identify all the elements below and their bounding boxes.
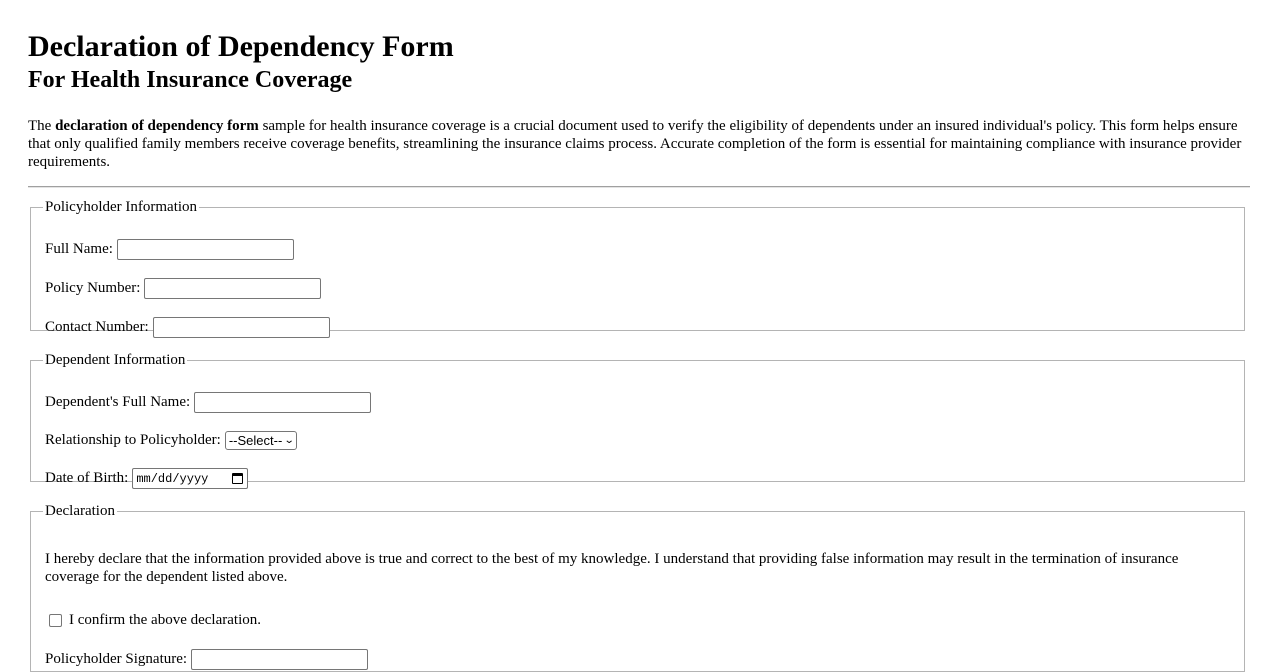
full-name-row	[45, 239, 294, 260]
contact-number-label: Contact Number:	[45, 319, 149, 335]
dob-label: Date of Birth:	[45, 470, 129, 486]
page-title: Declaration of Dependency Form	[28, 30, 454, 63]
relationship-row	[45, 431, 297, 450]
contact-number-row	[45, 317, 330, 338]
chevron-down-icon: ⌄	[284, 435, 295, 446]
policyholder-fieldset	[30, 198, 1245, 335]
intro-bold-term: declaration of dependency form	[55, 118, 259, 134]
relationship-selected-value: --Select--	[228, 433, 283, 448]
dependent-name-row	[45, 392, 371, 413]
dependent-fieldset	[30, 351, 1245, 486]
intro-rest: sample for health insurance coverage is a crucial document used to verify the eligibility of dependents under an insured individual's policy. This form helps ensure that only qualified family members receive coverage benefits, streamlining the insurance claims process. Accurate completion of the form is essential for maintaining compliance with insurance provider requirements.	[28, 118, 1242, 170]
relationship-select[interactable]	[225, 431, 297, 450]
dependent-legend: Dependent Information	[45, 352, 186, 368]
relationship-label: Relationship to Policyholder:	[45, 432, 221, 448]
declaration-text: I hereby declare that the information provided above is true and correct to the best of my knowledge. I understand that providing false information may result in the termination of insurance coverage for the dependent listed above.	[45, 551, 1179, 585]
signature-label: Policyholder Signature:	[45, 651, 188, 667]
policy-number-label: Policy Number:	[45, 280, 141, 296]
declaration-fieldset	[30, 502, 1245, 672]
calendar-icon[interactable]	[232, 473, 243, 484]
page-subtitle: For Health Insurance Coverage	[28, 67, 353, 93]
intro-prefix: The	[28, 118, 56, 134]
policyholder-legend: Policyholder Information	[45, 199, 198, 215]
dob-date-input[interactable]	[132, 468, 248, 489]
dependent-name-input[interactable]	[194, 392, 371, 413]
confirm-checkbox[interactable]	[49, 614, 62, 627]
signature-input[interactable]	[191, 649, 368, 670]
section-divider	[28, 186, 1250, 188]
intro-paragraph	[28, 117, 1250, 171]
full-name-label: Full Name:	[45, 241, 113, 257]
dob-row	[45, 468, 248, 489]
contact-number-input[interactable]	[153, 317, 330, 338]
signature-row	[45, 649, 368, 670]
policy-number-input[interactable]	[144, 278, 321, 299]
dob-placeholder: mm/dd/yyyy	[136, 471, 209, 486]
policy-number-row	[45, 278, 321, 299]
confirm-row	[45, 612, 265, 629]
dependent-name-label: Dependent's Full Name:	[45, 394, 191, 410]
full-name-input[interactable]	[117, 239, 294, 260]
confirm-label[interactable]: I confirm the above declaration.	[69, 612, 261, 628]
declaration-legend: Declaration	[45, 503, 115, 519]
